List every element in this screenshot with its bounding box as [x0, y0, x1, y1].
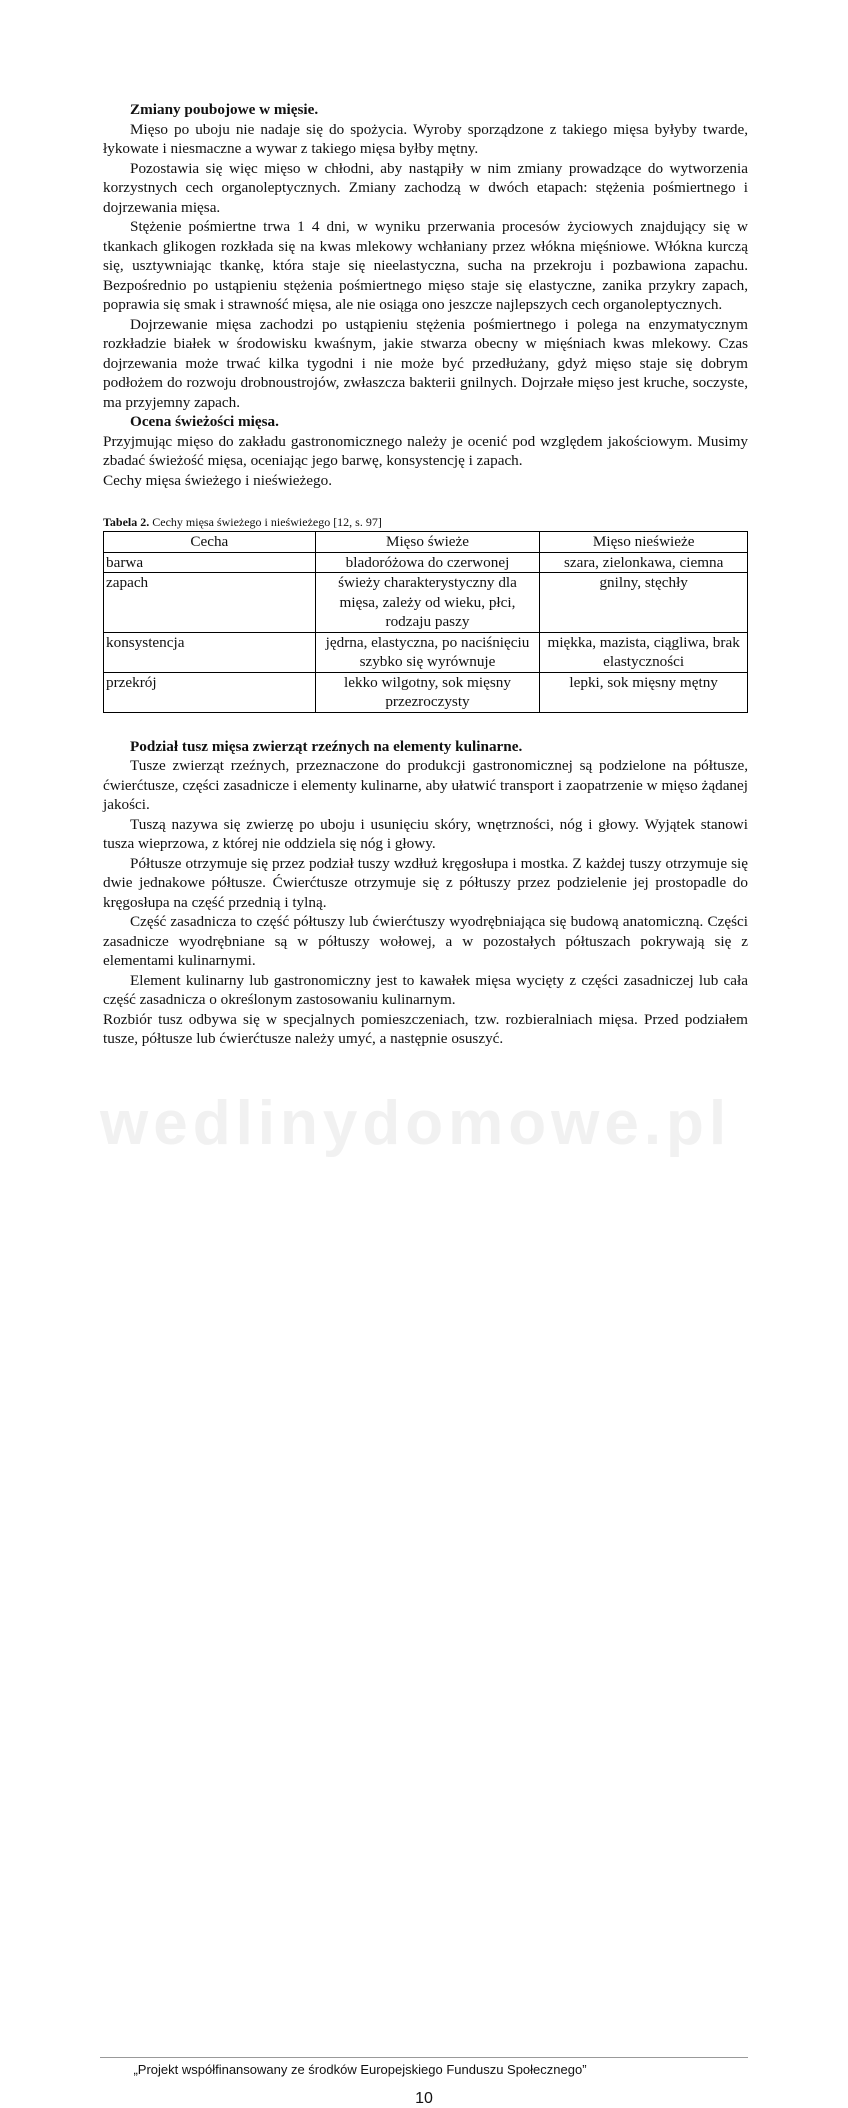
section-heading-podzial: Podział tusz mięsa zwierząt rzeźnych na elementy kulinarne.	[130, 737, 523, 755]
section-heading-poubojowe: Zmiany poubojowe w mięsie.	[130, 101, 319, 118]
table-cell: szara, zielonkawa, ciemna	[540, 552, 748, 573]
table-cell: przekrój	[104, 672, 316, 712]
paragraph: Pozostawia się więc mięso w chłodni, aby nastąpiły w nim zmiany prowadzące do wytworzenia korzystnych cech organoleptycznych. Zmiany zachodzą w dwóch etapach: stężenia pośmiertnego i dojrzewania mięsa.	[103, 159, 748, 216]
paragraph: Cechy mięsa świeżego i nieświeżego.	[103, 471, 332, 489]
paragraph: Tusze zwierząt rzeźnych, przeznaczone do produkcji gastronomicznej są podzielone na półtusze, ćwierćtusze, części zasadnicze i elementy kulinarne, aby ułatwić transport i zaopatrzenie w mięso żądanej jakości.	[103, 757, 748, 813]
paragraph: Stężenie pośmiertne trwa 1 4 dni, w wyniku przerwania procesów życiowych znajdujący się w tkankach glikogen rozkłada się na kwas mlekowy wchłaniany przez włókna mięśniowe. Włókna kurczą się, usztywniając tkankę, która staje się nieelastyczna, sucha na przekroju i pozbawiona zapachu. Bezpośrednio po ustąpieniu stężenia pośmiertnego mięso staje się elastyczne, zanika przykry zapach, poprawia się smak i strawność mięsa, ale nie osiąga ono jeszcze najlepszych cech organoleptycznych.	[103, 218, 748, 313]
table-header-row	[104, 532, 748, 553]
table-cell: konsystencja	[104, 632, 316, 672]
table-cell: jędrna, elastyczna, po naciśnięciu szybko się wyrównuje	[315, 632, 540, 672]
table-row	[104, 573, 748, 633]
table-cell: barwa	[104, 552, 316, 573]
table-caption-text: Cechy mięsa świeżego i nieświeżego [12, s. 97]	[152, 515, 382, 529]
table-cell: bladoróżowa do czerwonej	[315, 552, 540, 573]
paragraph: Mięso po uboju nie nadaje się do spożycia. Wyroby sporządzone z takiego mięsa byłyby twarde, łykowate i niesmaczne a wywar z takiego mięsa byłby mętny.	[103, 120, 748, 157]
paragraph: Element kulinarny lub gastronomiczny jest to kawałek mięsa wycięty z części zasadniczej lub cała część zasadnicza o określonym zastosowaniu kulinarnym.	[103, 971, 748, 1008]
page-number: 10	[415, 2089, 433, 2107]
footer-divider	[100, 2057, 748, 2058]
table-cell: miękka, mazista, ciągliwa, brak elastyczności	[540, 632, 748, 672]
table-caption	[103, 515, 748, 530]
paragraph: Półtusze otrzymuje się przez podział tuszy wzdłuż kręgosłupa i mostka. Z każdej tuszy otrzymuje się dwie jednakowe półtusze. Ćwierćtusze otrzymuje się z półtuszy przez podzielenie jej prostopadle do kręgosłupa na część przednią i tylną.	[103, 854, 748, 911]
table-cell: gnilny, stęchły	[540, 573, 748, 633]
table-cell: lepki, sok mięsny mętny	[540, 672, 748, 712]
paragraph: Dojrzewanie mięsa zachodzi po ustąpieniu stężenia pośmiertnego i polega na enzymatycznym rozkładzie białek w środowisku kwaśnym, jakie stwarza obecny w mięśniach kwas mlekowy. Czas dojrzewania może trwać kilka tygodni i nie może być przedłużany, gdyż mięso staje się dobrym podłożem do rozwoju drobnoustrojów, zwłaszcza bakterii gnilnych. Dojrzałe mięso jest kruche, soczyste, ma przyjemny zapach.	[103, 315, 748, 411]
watermark: wedlinydomowe.pl	[100, 1089, 732, 1158]
table-header: Cecha	[104, 532, 316, 553]
table-cell: świeży charakterystyczny dla mięsa, zależy od wieku, płci, rodzaju paszy	[315, 573, 540, 633]
meat-features-table	[103, 531, 748, 713]
table-header: Mięso nieświeże	[540, 532, 748, 553]
section-heading-ocena: Ocena świeżości mięsa.	[130, 413, 279, 430]
table-row	[104, 632, 748, 672]
table-caption-label: Tabela 2.	[103, 515, 150, 529]
paragraph: Część zasadnicza to część półtuszy lub ćwierćtuszy wyodrębniająca się budową anatomiczną. Części zasadnicze wyodrębniane są w półtuszy wołowej, a w pozostałych półtuszach pokrywają się z elementami kulinarnymi.	[103, 913, 748, 969]
table-header: Mięso świeże	[315, 532, 540, 553]
table-row	[104, 552, 748, 573]
table-cell: lekko wilgotny, sok mięsny przezroczysty	[315, 672, 540, 712]
paragraph: Rozbiór tusz odbywa się w specjalnych pomieszczeniach, tzw. rozbieralniach mięsa. Przed podziałem tusze, półtusze lub ćwierćtusze należy umyć, a następnie osuszyć.	[103, 1010, 748, 1047]
document-body	[103, 100, 748, 1049]
table-cell: zapach	[104, 573, 316, 633]
table-row	[104, 672, 748, 712]
footer-text: „Projekt współfinansowany ze środków Europejskiego Funduszu Społecznego”	[133, 2061, 587, 2077]
paragraph: Przyjmując mięso do zakładu gastronomicznego należy je ocenić pod względem jakościowym. Musimy zbadać świeżość mięsa, oceniając jego barwę, konsystencję i zapach.	[103, 432, 748, 469]
paragraph: Tuszą nazywa się zwierzę po uboju i usunięciu skóry, wnętrzności, nóg i głowy. Wyjątek stanowi tusza wieprzowa, z której nie oddziela się nóg i głowy.	[103, 815, 748, 852]
